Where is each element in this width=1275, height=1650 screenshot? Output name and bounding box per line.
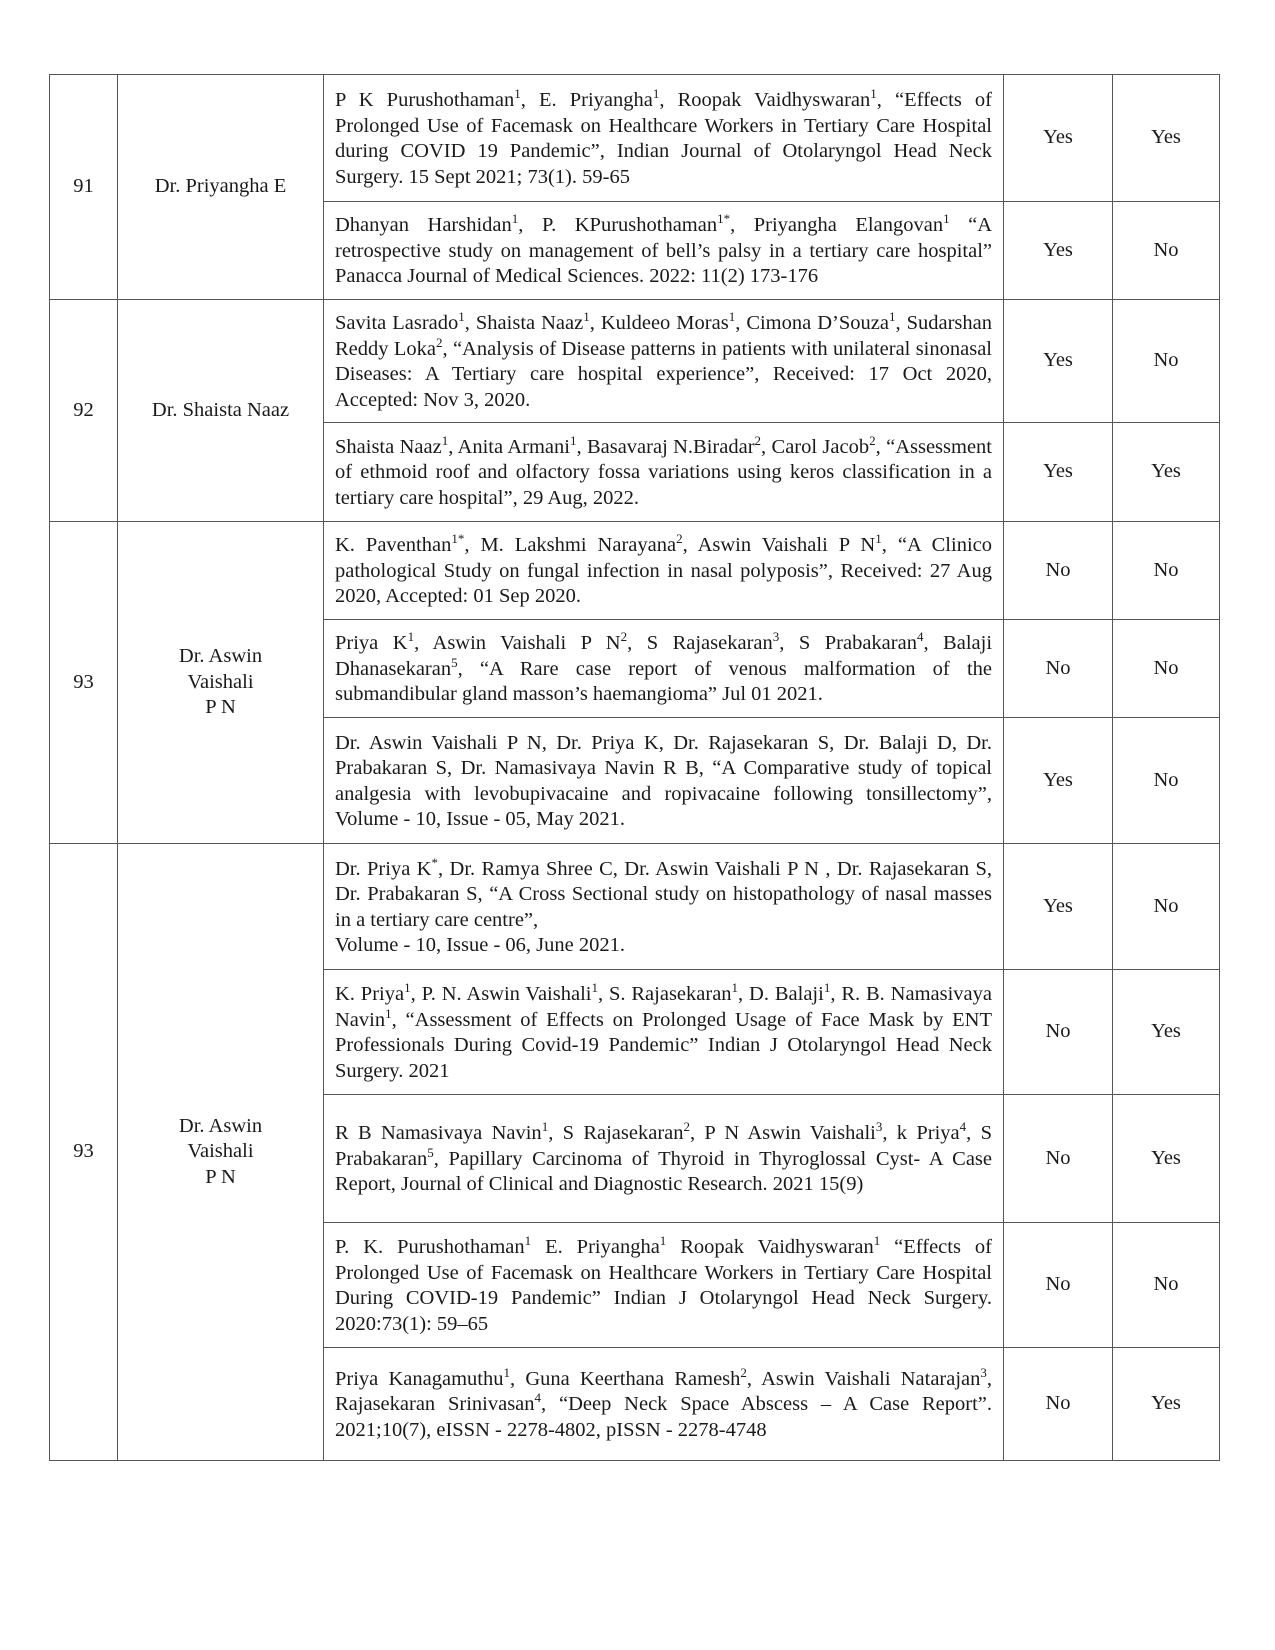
citation-text: Priya $K^1$, Aswin Vaishali P $N^2$, S Rajasekaran$^3$, S Prabakaran$^4$, Balaji Dhanasekaran$^5$, “A Rare case report of venous malformation of the submandibular gland masson’s haemangioma” Jul 01 2021.	[335, 629, 993, 706]
citation-text: R B Namasivaya Navin$^1$, S Rajasekaran$^2$, P N Aswin Vaishali$^3$, k Priya$^4$, S Prabakaran$^5$, Papillary Carcinoma of Thyroid in Thyroglossal Cyst- A Case Report, Journal of Clinical and Diagnostic Research. 2021 15(9)	[335, 1119, 992, 1196]
table-row	[50, 300, 1220, 423]
second-flag-cell: No	[1113, 300, 1220, 423]
serial-number-cell: 93	[50, 844, 118, 1461]
indexed-flag-cell: Yes	[1004, 844, 1113, 970]
second-flag-cell: No	[1113, 1223, 1220, 1348]
publication-citation-cell	[324, 75, 1004, 202]
faculty-name-cell	[118, 844, 324, 1461]
second-flag-cell: No	[1113, 718, 1220, 844]
faculty-name-cell	[118, 522, 324, 844]
publications-table-body	[50, 75, 1220, 1461]
citation-text: Dr. Aswin Vaishali P N, Dr. Priya K, Dr. Rajasekaran S, Dr. Balaji D, Dr. Prabakaran S, Dr. Namasivaya Navin R B, “A Comparative study of topical analgesia with levobupivacaine and ropivacaine following tonsillectomy”, Volume - 10, Issue - 05, May 2021.	[335, 731, 992, 830]
publication-citation-cell	[324, 1095, 1004, 1223]
faculty-name-line: Dr. Priyangha E	[154, 175, 287, 198]
second-flag-cell: No	[1113, 522, 1220, 620]
second-flag-cell: Yes	[1113, 75, 1220, 202]
serial-number-cell: 91	[50, 75, 118, 300]
serial-number-cell: 93	[50, 522, 118, 844]
citation-text: Volume - 10, Issue - 06, June 2021.	[335, 934, 626, 956]
faculty-name-line: P N	[205, 1165, 236, 1188]
second-flag-cell: No	[1113, 620, 1220, 718]
citation-text: Savita Lasrado$^1$, Shaista Naaz$^1$, Kuldeeo Moras$^1$, Cimona D’Souza$^1$, Sudarshan Reddy Loka$^2$, “Analysis of Disease patterns in patients with unilateral sinonasal Diseases: A Tertiary care hospital experience”, Received: 17 Oct 2020, Accepted: Nov 3, 2020.	[335, 309, 992, 411]
faculty-name-cell	[118, 300, 324, 522]
serial-number-cell: 92	[50, 300, 118, 522]
publication-citation-cell	[324, 844, 1004, 970]
publication-citation-cell	[324, 202, 1004, 300]
citation-text: Priya Kanagamuthu$^1$, Guna Keerthana Ramesh$^2$, Aswin Vaishali Natarajan$^3$, Rajasekaran Srinivasan$^4$, “Deep Neck Space Abscess – A Case Report”. 2021;10(7), eISSN - 2278-4802, pISSN - 2278-4748	[335, 1364, 993, 1441]
table-row	[50, 522, 1220, 620]
faculty-name-cell	[118, 75, 324, 300]
faculty-name-line: Vaishali	[187, 1140, 254, 1163]
indexed-flag-cell: No	[1004, 1095, 1113, 1223]
publications-table	[49, 74, 1220, 1461]
second-flag-cell: Yes	[1113, 1348, 1220, 1461]
citation-text: Dhanyan Harshidan$^1$, P. KPurushothaman$^{1*}$, Priyangha Elangovan$^1$ “A retrospective study on management of bell’s palsy in a tertiary care hospital” Panacca Journal of Medical Sciences. 2022: 11(2) 173-176	[335, 211, 993, 288]
faculty-name-line: P N	[205, 696, 236, 719]
publication-citation-cell	[324, 1348, 1004, 1461]
publication-citation-cell	[324, 1223, 1004, 1348]
publication-citation-cell	[324, 300, 1004, 423]
indexed-flag-cell: No	[1004, 1348, 1113, 1461]
second-flag-cell: Yes	[1113, 1095, 1220, 1223]
second-flag-cell: No	[1113, 202, 1220, 300]
indexed-flag-cell: Yes	[1004, 300, 1113, 423]
table-row	[50, 75, 1220, 202]
indexed-flag-cell: Yes	[1004, 75, 1113, 202]
faculty-name-line: Dr. Aswin	[178, 1114, 263, 1137]
faculty-name-line: Dr. Shaista Naaz	[151, 398, 290, 421]
citation-text: Dr. Priya K*, Dr. Ramya Shree C, Dr. Aswin Vaishali P N , Dr. Rajasekaran S, Dr. Prabakaran S, “A Cross Sectional study on histopathology of nasal masses in a tertiary care centre”,	[335, 854, 992, 931]
publication-citation-cell	[324, 522, 1004, 620]
citation-text: K. Paventhan$^{1*}$, M. Lakshmi Narayana$^2$, Aswin Vaishali P $N^1$, “A Clinico pathological Study on fungal infection in nasal polyposis”, Received: 27 Aug 2020, Accepted: 01 Sep 2020.	[335, 531, 992, 608]
citation-text: Shaista Naaz$^1$, Anita Armani$^1$, Basavaraj N.Biradar$^2$, Carol Jacob$^2$, “Assessment of ethmoid roof and olfactory fossa variations using keros classification in a tertiary care hospital”, 29 Aug, 2022.	[335, 432, 993, 509]
publication-citation-cell	[324, 718, 1004, 844]
indexed-flag-cell: No	[1004, 522, 1113, 620]
faculty-name-line: Dr. Aswin	[178, 645, 263, 668]
indexed-flag-cell: No	[1004, 1223, 1113, 1348]
second-flag-cell: Yes	[1113, 970, 1220, 1095]
second-flag-cell: Yes	[1113, 423, 1220, 522]
publication-citation-cell	[324, 423, 1004, 522]
table-row	[50, 844, 1220, 970]
publication-citation-cell	[324, 620, 1004, 718]
second-flag-cell: No	[1113, 844, 1220, 970]
indexed-flag-cell: No	[1004, 620, 1113, 718]
indexed-flag-cell: Yes	[1004, 202, 1113, 300]
publication-citation-cell	[324, 970, 1004, 1095]
indexed-flag-cell: No	[1004, 970, 1113, 1095]
citation-text: P. K. Purushothaman$^1$ E. Priyangha$^1$ Roopak Vaidhyswaran$^1$ “Effects of Prolonged Use of Facemask on Healthcare Workers in Tertiary Care Hospital During COVID-19 Pandemic” Indian J Otolaryngol Head Neck Surgery. 2020:73(1): 59–65	[335, 1233, 992, 1335]
indexed-flag-cell: Yes	[1004, 718, 1113, 844]
citation-text: K. Priya$^1$, P. N. Aswin Vaishali$^1$, S. Rajasekaran$^1$, D. Balaji$^1$, R. B. Namasivaya Navin$^1$, “Assessment of Effects on Prolonged Usage of Face Mask by ENT Professionals During Covid-19 Pandemic” Indian J Otolaryngol Head Neck Surgery. 2021	[335, 980, 992, 1082]
citation-text: P K Purushothaman$^1$, E. Priyangha$^1$, Roopak Vaidhyswaran$^1$, “Effects of Prolonged Use of Facemask on Healthcare Workers in Tertiary Care Hospital during COVID 19 Pandemic”, Indian Journal of Otolaryngol Head Neck Surgery. 15 Sept 2021; 73(1). 59-65	[335, 86, 992, 188]
indexed-flag-cell: Yes	[1004, 423, 1113, 522]
faculty-name-line: Vaishali	[187, 670, 254, 693]
